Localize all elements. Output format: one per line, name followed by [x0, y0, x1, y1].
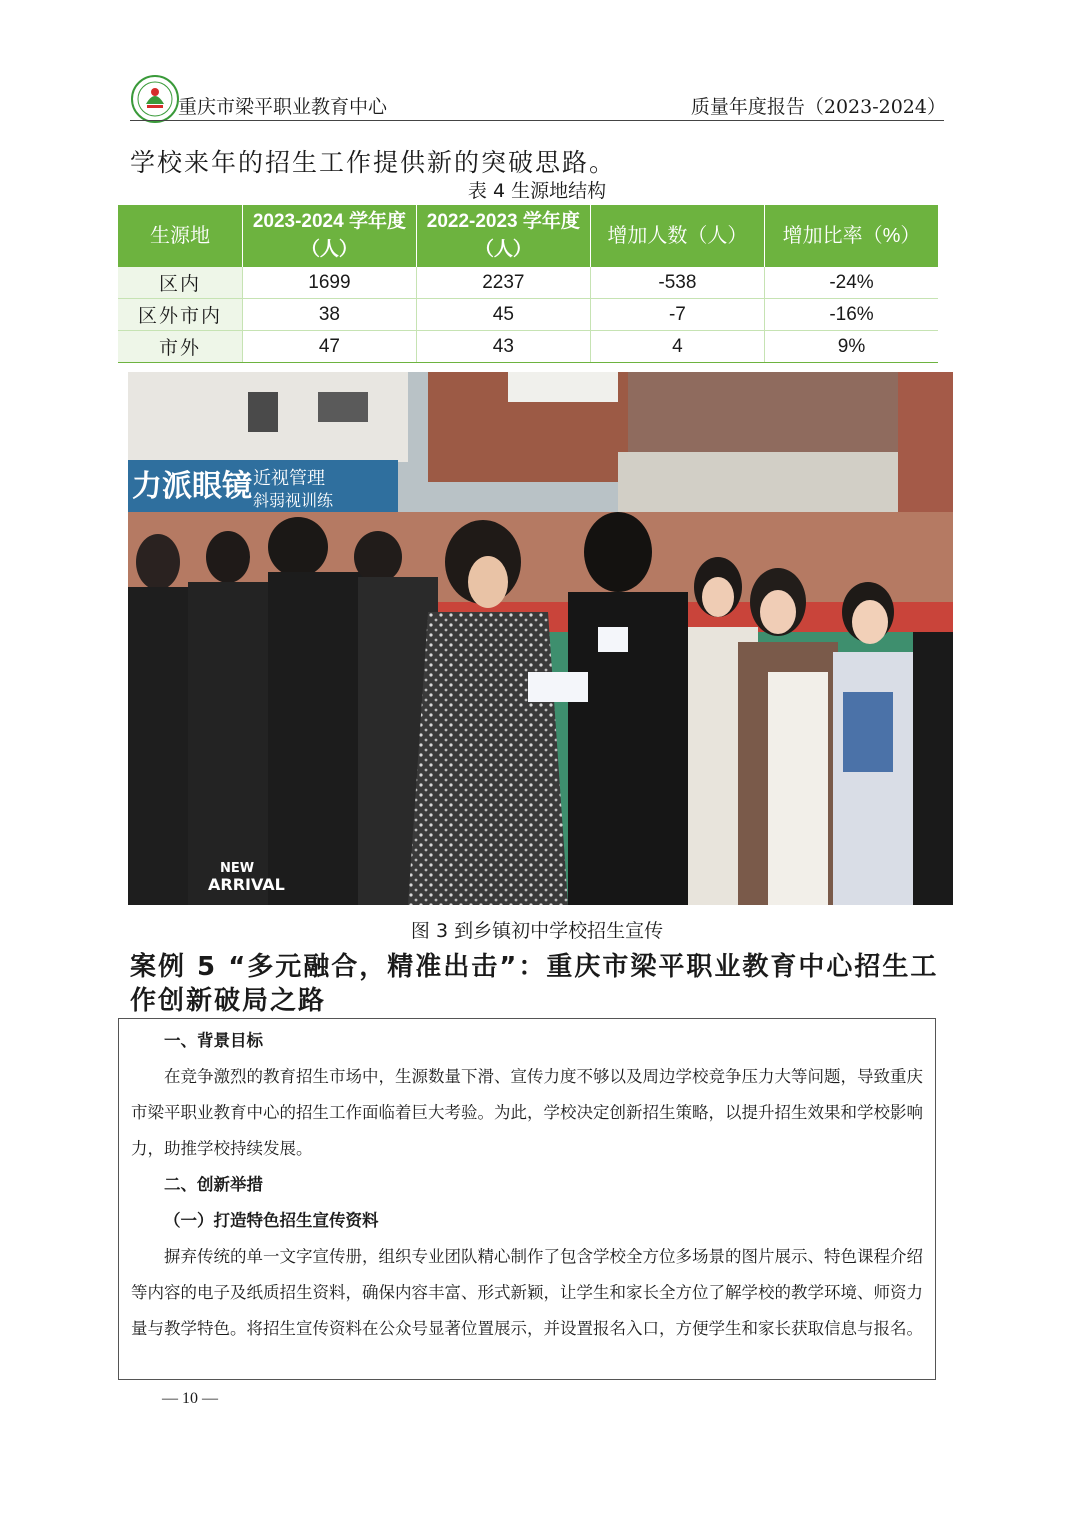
header-school-name: 重庆市梁平职业教育中心 [178, 96, 388, 118]
header-report-title: 质量年度报告（2023-2024） [690, 96, 946, 118]
recruitment-photo [128, 372, 953, 905]
case-content-box [118, 1018, 936, 1380]
table-cell: -24% [764, 267, 938, 299]
shop-sign-sub2: 斜弱视训练 [253, 491, 334, 510]
table-header-cell: 2023-2024 学年度（人） [242, 205, 416, 267]
case-title: 案例 5 “多元融合，精准出击”：重庆市梁平职业教育中心招生工作创新破局之路 [130, 952, 939, 1016]
page-number: — 10 — [162, 1390, 218, 1407]
figure-caption: 图 3 到乡镇初中学校招生宣传 [410, 920, 664, 942]
sub1-heading: （一）打造特色招生宣传资料 [164, 1211, 379, 1230]
table-header-cell: 增加人数（人） [590, 205, 764, 267]
table-cell: 区外市内 [118, 299, 242, 331]
section1-text: 在竞争激烈的教育招生市场中，生源数量下滑、宣传力度不够以及周边学校竞争压力大等问题，导致重庆市梁平职业教育中心的招生工作面临着巨大考验。为此，学校决定创新招生策略，以提升招生效果和学校影响力，助推学校持续发展。 [131, 1067, 923, 1158]
table-cell: 市外 [118, 331, 242, 363]
table-cell: 38 [242, 299, 416, 331]
table-header-cell: 增加比率（%） [764, 205, 938, 267]
lead-paragraph: 学校来年的招生工作提供新的突破思路。 [130, 148, 617, 177]
table-cell: 43 [416, 331, 590, 363]
table-header-row [118, 205, 938, 267]
table-cell: -16% [764, 299, 938, 331]
table-row [118, 331, 938, 363]
table-header-cell: 生源地 [118, 205, 242, 267]
table-cell: 45 [416, 299, 590, 331]
table-header-cell: 2022-2023 学年度（人） [416, 205, 590, 267]
shop-sign-sub1: 近视管理 [253, 468, 325, 489]
table-caption: 表 4 生源地结构 [467, 180, 607, 202]
header-divider [130, 120, 944, 121]
table-cell: 47 [242, 331, 416, 363]
origin-structure-table [118, 205, 938, 363]
table-cell: -7 [590, 299, 764, 331]
sub1-text: 摒弃传统的单一文字宣传册，组织专业团队精心制作了包含学校全方位多场景的图片展示、特色课程介绍等内容的电子及纸质招生资料，确保内容丰富、形式新颖，让学生和家长全方位了解学校的教学环境、师资力量与教学特色。将招生宣传资料在公众号显著位置展示，并设置报名入口，方便学生和家长获取信息与报名。 [131, 1247, 923, 1338]
shop-sign-text: 力派眼镜 [132, 469, 252, 504]
school-logo [130, 74, 180, 124]
section2-heading: 二、创新举措 [164, 1175, 263, 1194]
table-row [118, 299, 938, 331]
section1-heading: 一、背景目标 [164, 1031, 263, 1050]
table-cell: -538 [590, 267, 764, 299]
table-cell: 区内 [118, 267, 242, 299]
table-cell: 2237 [416, 267, 590, 299]
table-cell: 9% [764, 331, 938, 363]
table-cell: 1699 [242, 267, 416, 299]
shirt-print-line1: NEW [220, 861, 255, 876]
table-cell: 4 [590, 331, 764, 363]
table-row [118, 267, 938, 299]
shirt-print-line2: ARRIVAL [208, 875, 285, 894]
